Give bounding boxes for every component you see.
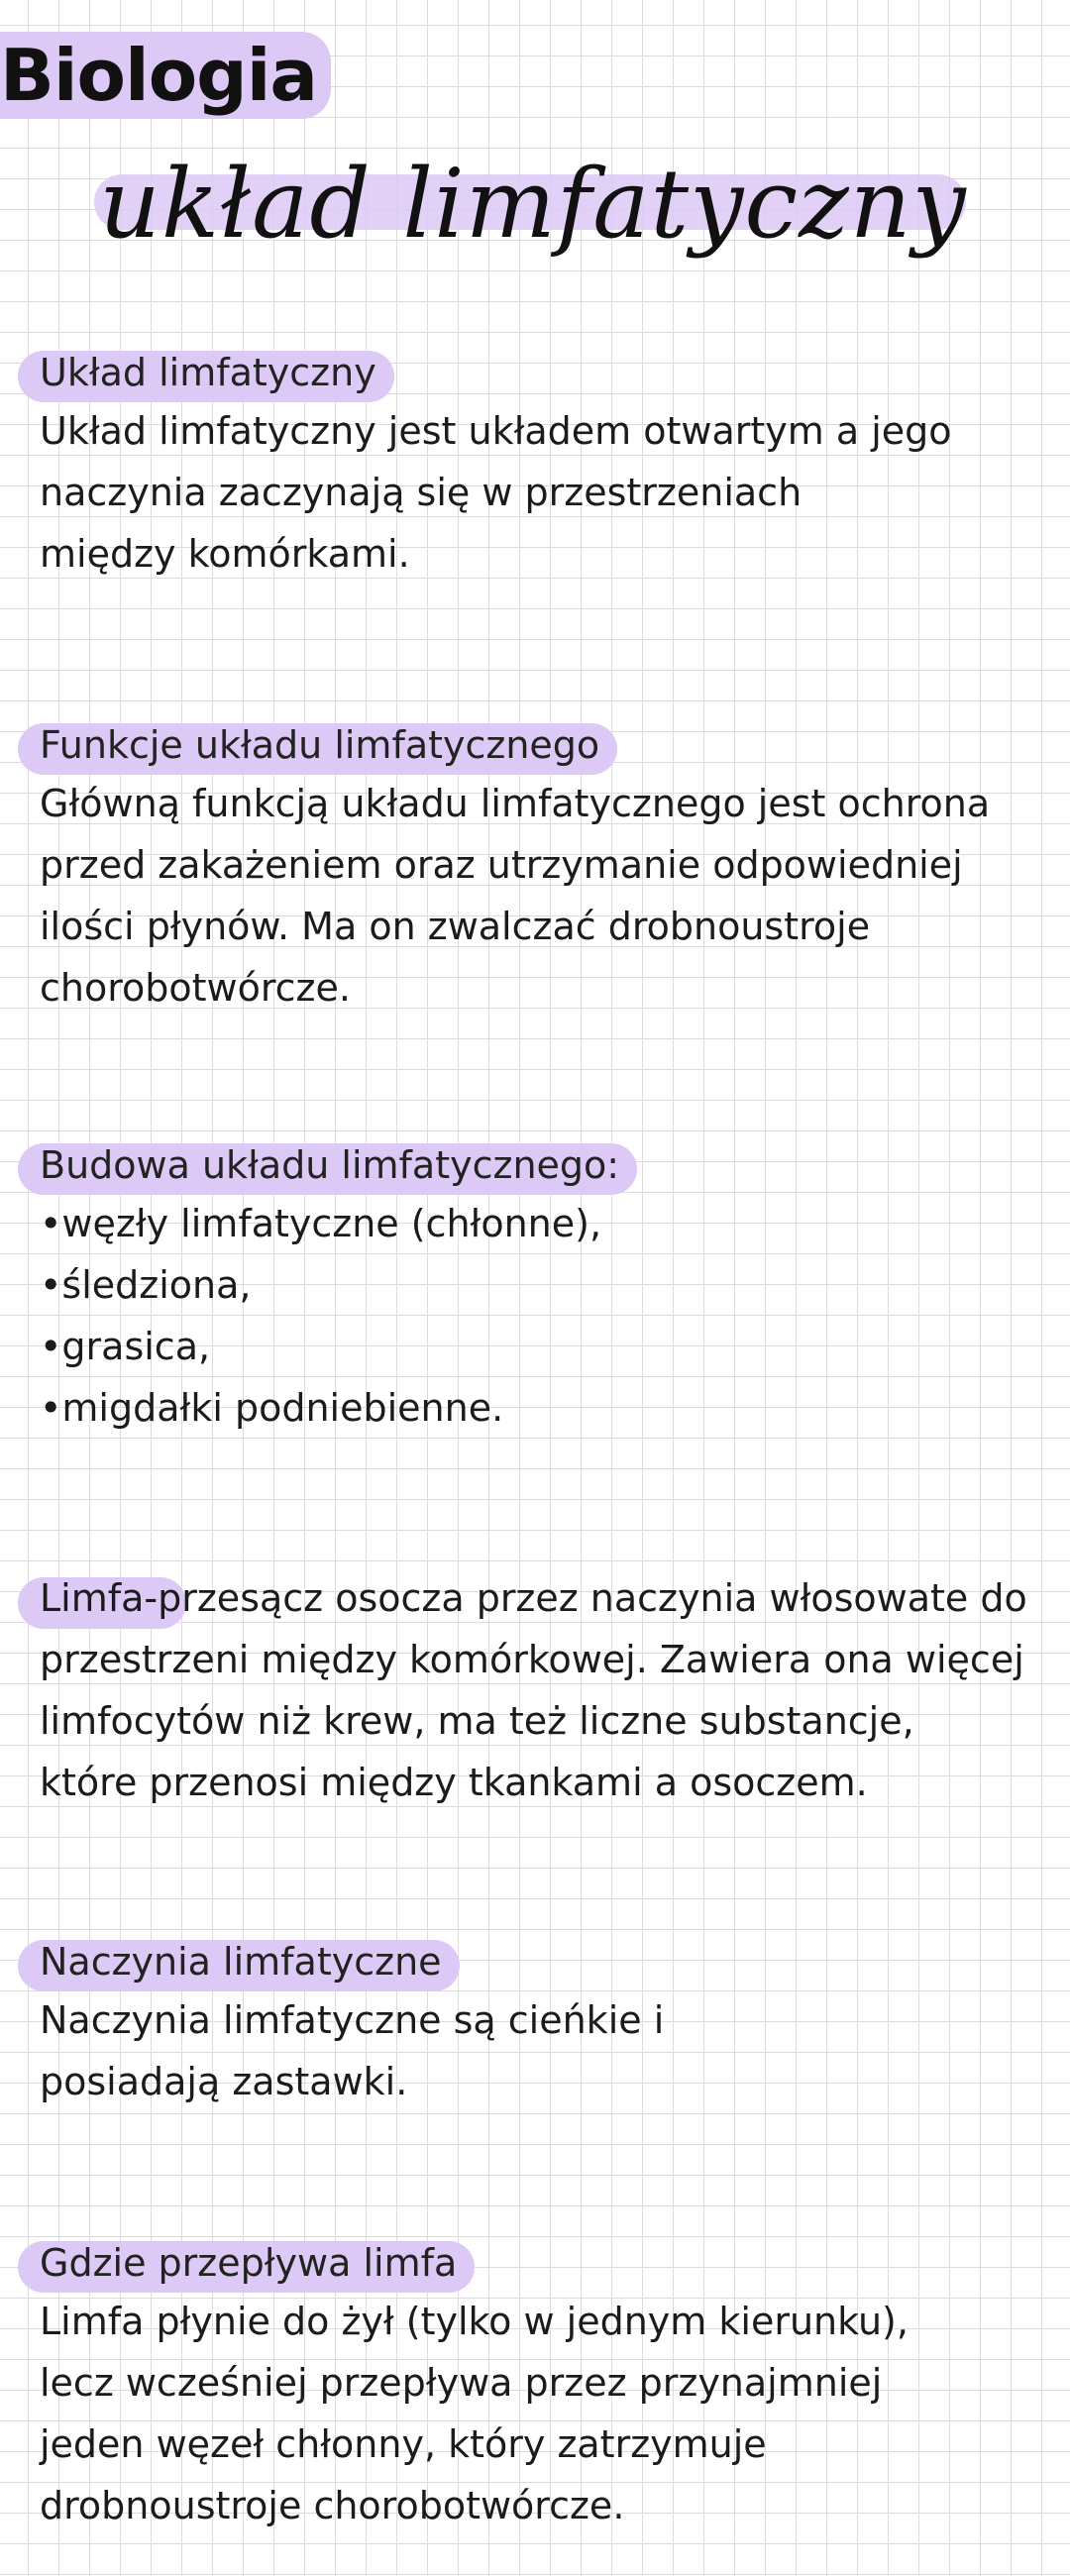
- body-line: przed zakażeniem oraz utrzymanie odpowiedniej: [40, 843, 963, 887]
- page-subtitle: układ limfatyczny: [99, 149, 967, 260]
- body-line: chorobotwórcze.: [40, 966, 351, 1010]
- body-line: Naczynia limfatyczne są cieńkie i: [40, 1998, 665, 2042]
- body-line: Układ limfatyczny jest układem otwartym a jego: [40, 409, 952, 453]
- section-heading: [18, 1934, 442, 1989]
- list-item: •migdałki podniebienne.: [40, 1386, 504, 1430]
- body-line: lecz wcześniej przepływa przez przynajmniej: [40, 2361, 883, 2405]
- section-funkcje: [0, 717, 1070, 1019]
- section-heading: [18, 1137, 619, 1193]
- section-uklad-limfatyczny: [0, 345, 1070, 585]
- body-line: jeden węzeł chłonny, który zatrzymuje: [40, 2422, 767, 2466]
- list-item: •grasica,: [40, 1325, 211, 1368]
- section-heading: [18, 345, 376, 400]
- page-title: [0, 20, 331, 131]
- body-line: które przenosi między tkankami a osoczem.: [40, 1761, 868, 1804]
- section-heading-text: Naczynia limfatyczne: [40, 1940, 442, 1984]
- body-line: naczynia zaczynają się w przestrzeniach: [40, 471, 802, 514]
- section-heading: [18, 2235, 457, 2291]
- list-item: •śledziona,: [40, 1263, 252, 1307]
- section-budowa: [0, 1137, 1070, 1439]
- body-line: przestrzeni między komórkowej. Zawiera ona więcej: [40, 1638, 1024, 1681]
- body-line: między komórkami.: [40, 532, 410, 576]
- list-item: •węzły limfatyczne (chłonne),: [40, 1202, 602, 1245]
- body-line: limfocytów niż krew, ma też liczne substancje,: [40, 1699, 914, 1743]
- section-heading-text: Budowa układu limfatycznego:: [40, 1143, 620, 1187]
- section-heading-text: Gdzie przepływa limfa: [40, 2241, 458, 2285]
- body-line: drobnoustroje chorobotwórcze.: [40, 2484, 625, 2527]
- body-line: Limfa-przesącz osocza przez naczynia włosowate do: [40, 1576, 1027, 1620]
- body-line: posiadają zastawki.: [40, 2060, 408, 2103]
- section-limfa: [0, 1567, 1070, 1813]
- section-naczynia: [0, 1934, 1070, 2112]
- page-title-text: Biologia: [0, 32, 331, 119]
- body-line: Limfa płynie do żył (tylko w jednym kierunku),: [40, 2300, 909, 2343]
- section-przeplyw: [0, 2235, 1070, 2536]
- section-heading-text: Układ limfatyczny: [40, 351, 376, 394]
- section-heading: [18, 717, 599, 773]
- body-line: Główną funkcją układu limfatycznego jest ochrona: [40, 782, 991, 825]
- section-heading-text: Funkcje układu limfatycznego: [40, 723, 600, 767]
- body-line: ilości płynów. Ma on zwalczać drobnoustroje: [40, 905, 871, 948]
